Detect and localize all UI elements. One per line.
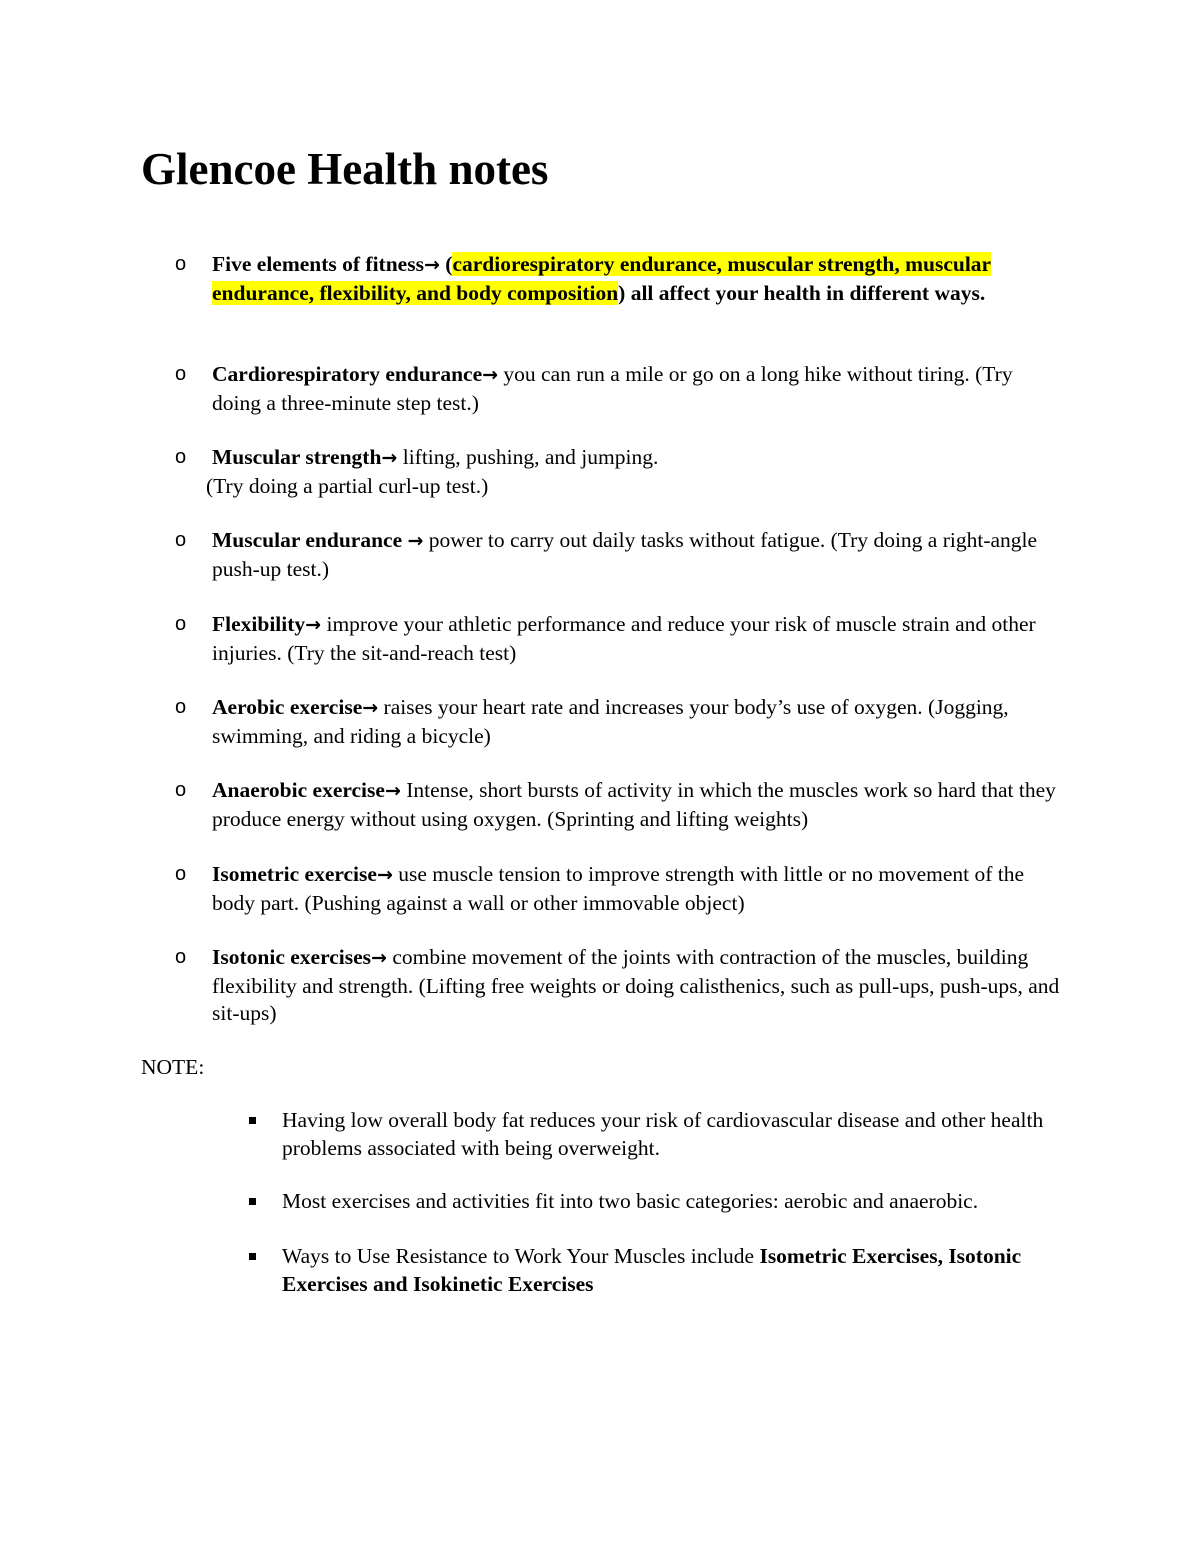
circle-bullet-icon: o — [175, 363, 187, 385]
term-anaerobic-exercise: Anaerobic exercise — [212, 778, 385, 802]
circle-bullet-icon: o — [175, 863, 187, 885]
list-item-cardiorespiratory — [175, 361, 1064, 417]
list-item-aerobic-exercise — [175, 694, 1064, 750]
list-item-flexibility — [175, 611, 1064, 667]
muscular-strength-test: (Try doing a partial curl-up test.) — [206, 473, 489, 498]
five-elements-tail: ) all affect your health in different ways. — [618, 280, 986, 305]
flexibility-description: improve your athletic performance and reduce your risk of muscle strain and other injuries. (Try the sit-and-reach test) — [212, 612, 1036, 665]
isotonic-exercises-description: combine movement of the joints with contraction of the muscles, building flexibility and strength. (Lifting free weights or doing calisthenics, such as pull-ups, push-ups, and sit-ups) — [212, 945, 1060, 1025]
arrow-right-icon: → — [384, 780, 401, 802]
list-item-muscular-endurance — [175, 527, 1064, 583]
note-point-text: Having low overall body fat reduces your risk of cardiovascular disease and other health problems associated with being overweight. — [282, 1108, 1044, 1160]
note-point-text: Most exercises and activities fit into two basic categories: aerobic and anaerobic. — [282, 1189, 979, 1213]
list-item-anaerobic-exercise — [175, 777, 1064, 833]
note-point-body-fat — [282, 1107, 1072, 1162]
arrow-right-icon: → — [423, 254, 440, 276]
square-bullet-icon — [249, 1253, 256, 1260]
note-point-categories — [282, 1188, 1072, 1216]
circle-bullet-icon: o — [175, 253, 187, 275]
arrow-right-icon: → — [371, 947, 387, 969]
muscular-endurance-description: power to carry out daily tasks without fatigue. (Try doing a right-angle push-up test.) — [212, 528, 1038, 581]
term-five-elements: Five elements of fitness — [212, 252, 424, 276]
list-item-isotonic-exercises — [175, 944, 1064, 1028]
arrow-right-icon: → — [376, 864, 393, 886]
term-cardiorespiratory: Cardiorespiratory endurance — [212, 362, 483, 386]
term-flexibility: Flexibility — [212, 612, 306, 636]
list-item-isometric-exercise — [175, 861, 1064, 917]
arrow-right-icon: → — [305, 614, 322, 636]
term-muscular-endurance: Muscular endurance — [212, 528, 408, 552]
circle-bullet-icon: o — [175, 446, 187, 468]
highlighted-elements-text: cardiorespiratory endurance, muscular strength, muscular endurance, flexibility, and body composition — [212, 252, 992, 305]
circle-bullet-icon: o — [175, 696, 187, 718]
square-bullet-icon — [249, 1117, 256, 1124]
arrow-right-icon: → — [407, 530, 424, 552]
open-paren: ( — [439, 252, 453, 276]
square-bullet-icon — [249, 1198, 256, 1205]
cardiorespiratory-description: you can run a mile or go on a long hike without tiring. (Try doing a three-minute step test.) — [212, 362, 1013, 415]
term-muscular-strength: Muscular strength — [212, 445, 382, 469]
arrow-right-icon: → — [362, 697, 379, 719]
isometric-exercise-description: use muscle tension to improve strength with little or no movement of the body part. (Pushing against a wall or other immovable object) — [212, 862, 1025, 915]
aerobic-exercise-description: raises your heart rate and increases your body’s use of oxygen. (Jogging, swimming, and riding a bicycle) — [212, 695, 1009, 748]
term-isotonic-exercises: Isotonic exercises — [212, 945, 372, 969]
document-title: Glencoe Health notes — [141, 144, 549, 194]
muscular-strength-description: lifting, pushing, and jumping. — [397, 445, 659, 469]
resistance-exercise-types: Isometric Exercises, Isotonic Exercises and Isokinetic Exercises — [282, 1244, 1022, 1296]
circle-bullet-icon: o — [175, 613, 187, 635]
note-point-text: Ways to Use Resistance to Work Your Muscles include — [282, 1244, 760, 1268]
arrow-right-icon: → — [482, 364, 499, 386]
anaerobic-exercise-description: Intense, short bursts of activity in which the muscles work so hard that they produce energy without using oxygen. (Sprinting and lifting weights) — [212, 778, 1056, 831]
arrow-right-icon: → — [381, 447, 398, 469]
circle-bullet-icon: o — [175, 529, 187, 551]
term-isometric-exercise: Isometric exercise — [212, 862, 377, 886]
note-heading: NOTE: — [141, 1055, 205, 1079]
term-aerobic-exercise: Aerobic exercise — [212, 695, 363, 719]
list-item-muscular-strength — [175, 444, 1064, 500]
circle-bullet-icon: o — [175, 946, 187, 968]
note-point-resistance — [282, 1243, 1072, 1298]
list-item-five-elements — [175, 251, 1064, 307]
circle-bullet-icon: o — [175, 779, 187, 801]
